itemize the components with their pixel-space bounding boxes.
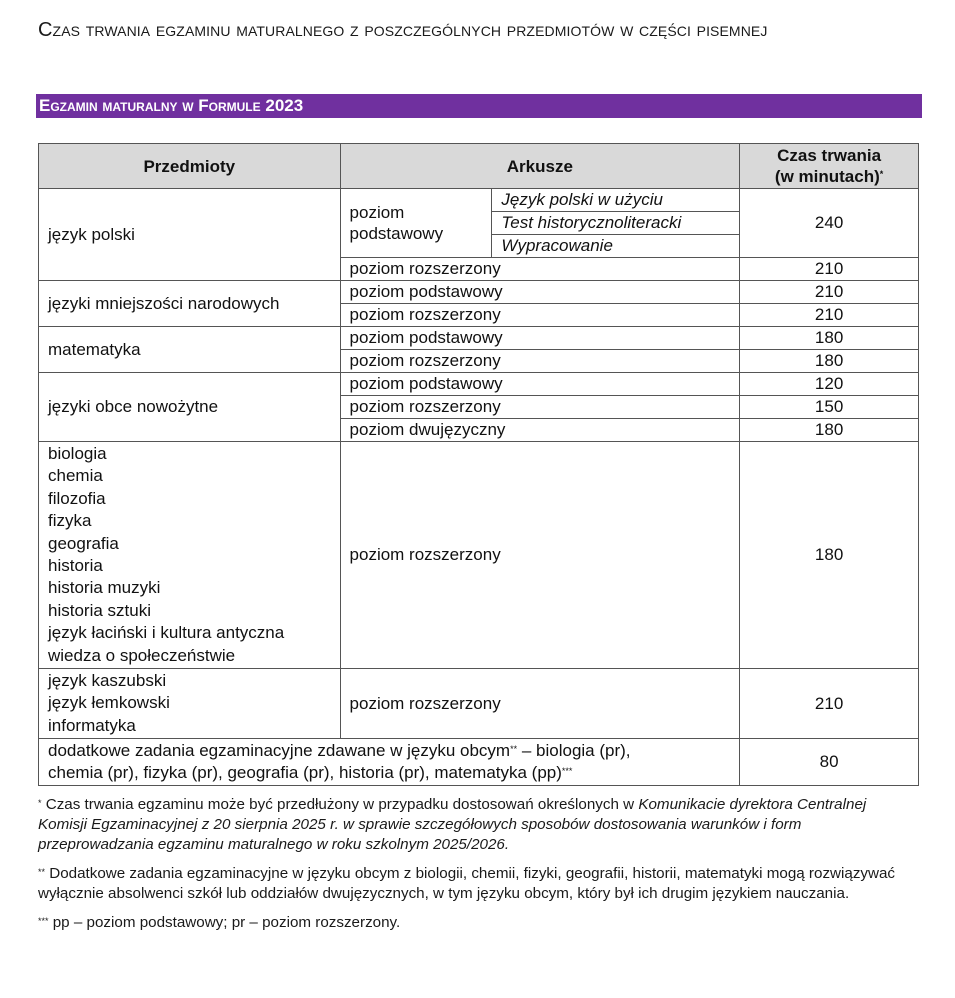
time-cell: 120	[740, 373, 919, 396]
footnote-marker: ***	[561, 766, 573, 777]
footnote-marker: ***	[38, 916, 49, 926]
subject-item: historia muzyki	[48, 578, 161, 598]
subject-cell: matematyka	[39, 327, 341, 373]
footnote-text: Dodatkowe zadania egzaminacyjne w języku obcym z biologii, chemii, fizyki, geografii, historii, matematyki mogą rozwiązywać wyłącznie absolwenci szkół lub oddziałów dwujęzycznych, w tym języku obcym, który był ich drugim językiem nauczania.	[38, 865, 896, 902]
footnote-1	[38, 795, 918, 855]
level-cell: poziom dwujęzyczny	[340, 419, 740, 442]
table-row	[39, 281, 919, 304]
subject-item: język kaszubski	[48, 671, 167, 691]
time-cell: 150	[740, 396, 919, 419]
level-cell: poziom podstawowy	[340, 281, 740, 304]
extra-text: chemia (pr), fizyka (pr), geografia (pr), historia (pr), matematyka (pp)	[48, 763, 562, 783]
sheet-cell: Język polski w użyciu	[492, 189, 740, 212]
subject-cell: języki obce nowożytne	[39, 373, 341, 442]
extra-text: dodatkowe zadania egzaminacyjne zdawane w języku obcym	[48, 741, 511, 761]
level-cell: poziom podstawowy	[340, 373, 740, 396]
footnote-marker: **	[510, 744, 518, 755]
time-cell: 180	[740, 350, 919, 373]
subject-item: wiedza o społeczeństwie	[48, 645, 236, 665]
extra-text: – biologia (pr),	[517, 741, 631, 761]
exam-duration-table	[38, 143, 919, 786]
subject-list-cell	[39, 669, 341, 739]
sheet-cell: Wypracowanie	[492, 235, 740, 258]
subject-item: język łaciński i kultura antyczna	[48, 623, 285, 643]
table-row	[39, 189, 919, 212]
extra-tasks-cell	[39, 739, 740, 786]
time-cell: 210	[740, 258, 919, 281]
table-header-row	[39, 144, 919, 189]
section-band: Egzamin maturalny w Formule 2023	[36, 94, 922, 118]
subject-item: chemia	[48, 466, 103, 486]
level-cell: poziom rozszerzony	[340, 304, 740, 327]
time-cell: 210	[740, 281, 919, 304]
footnote-2	[38, 864, 918, 904]
footnote-marker: *	[879, 169, 884, 179]
subject-item: język łemkowski	[48, 693, 170, 713]
subject-item: geografia	[48, 533, 119, 553]
level-cell: poziom rozszerzony	[340, 396, 740, 419]
table-row	[39, 373, 919, 396]
table-row	[39, 739, 919, 786]
table-row	[39, 442, 919, 669]
footnote-italic-text: Komunikacie dyrektora Centralnej Komisji Egzaminacyjnej z 20 sierpnia 2025 r. w sprawie szczegółowych sposobów dostosowania warunków i form przeprowadzania egzaminu maturalnego w roku szkolnym 2025/2026.	[38, 796, 867, 853]
subject-item: historia sztuki	[48, 600, 151, 620]
time-cell: 80	[740, 739, 919, 786]
time-cell: 180	[740, 419, 919, 442]
level-cell	[340, 189, 492, 258]
footnote-text: Czas trwania egzaminu może być przedłużony w przypadku dostosowań określonych w	[41, 796, 639, 813]
header-time	[740, 144, 919, 189]
subject-list-cell	[39, 442, 341, 669]
header-time-line2: (w minutach)	[774, 167, 880, 186]
level-text: poziom podstawowy	[349, 203, 444, 243]
subject-item: informatyka	[48, 715, 136, 735]
footnotes	[38, 795, 918, 942]
time-cell: 210	[740, 304, 919, 327]
subject-item: historia	[48, 556, 103, 576]
footnote-3	[38, 913, 918, 933]
table-row	[39, 669, 919, 739]
level-cell: poziom rozszerzony	[340, 442, 740, 669]
footnote-marker: *	[38, 798, 42, 808]
time-cell: 240	[740, 189, 919, 258]
subject-item: filozofia	[48, 488, 106, 508]
table-row	[39, 327, 919, 350]
header-subjects: Przedmioty	[39, 144, 341, 189]
subject-item: biologia	[48, 444, 107, 463]
level-cell: poziom podstawowy	[340, 327, 740, 350]
header-sheets: Arkusze	[340, 144, 740, 189]
time-cell: 210	[740, 669, 919, 739]
footnote-marker: **	[38, 867, 46, 877]
subject-cell: język polski	[39, 189, 341, 281]
sheet-cell: Test historycznoliteracki	[492, 212, 740, 235]
level-cell: poziom rozszerzony	[340, 669, 740, 739]
header-time-line1: Czas trwania	[777, 146, 882, 165]
time-cell: 180	[740, 442, 919, 669]
level-cell: poziom rozszerzony	[340, 258, 740, 281]
subject-item: fizyka	[48, 511, 92, 531]
time-cell: 180	[740, 327, 919, 350]
footnote-text: pp – poziom podstawowy; pr – poziom rozszerzony.	[48, 914, 401, 931]
level-cell: poziom rozszerzony	[340, 350, 740, 373]
page-title: Czas trwania egzaminu maturalnego z poszczególnych przedmiotów w części pisemnej	[38, 19, 768, 41]
subject-cell: języki mniejszości narodowych	[39, 281, 341, 327]
